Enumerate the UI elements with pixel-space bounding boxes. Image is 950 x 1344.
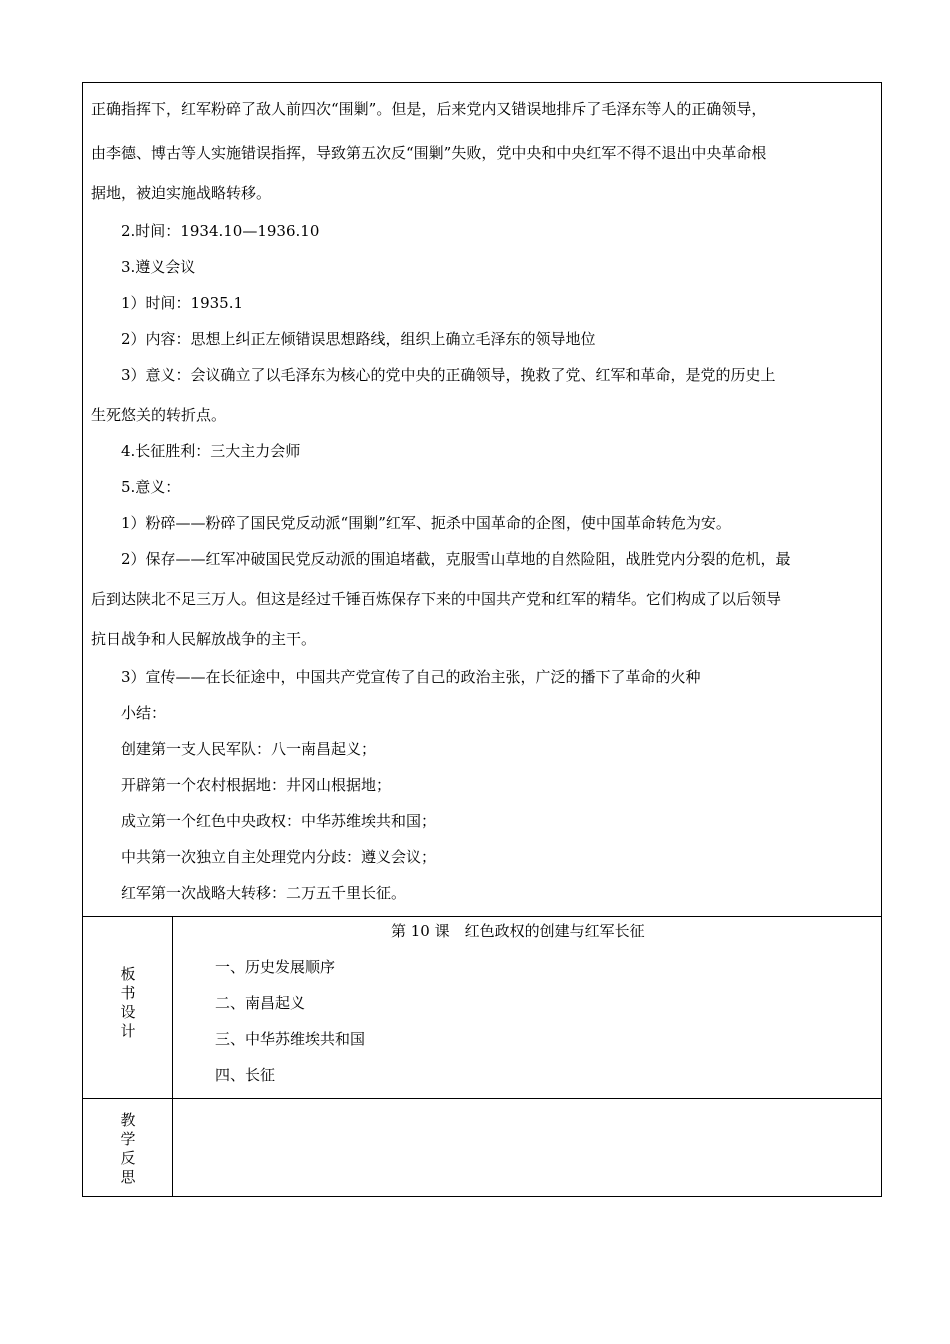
summary-item: 创建第一支人民军队：八一南昌起义； bbox=[121, 740, 377, 758]
summary-item: 成立第一个红色中央政权：中华苏维埃共和国； bbox=[121, 812, 437, 830]
body-line: 2）保存——红军冲破国民党反动派的围追堵截，克服雪山草地的自然险阻，战胜党内分裂的危机，最 bbox=[121, 550, 791, 568]
summary-item: 红军第一次战略大转移：二万五千里长征。 bbox=[121, 884, 407, 902]
body-line: 3）宣传——在长征途中，中国共产党宣传了自己的政治主张，广泛的播下了革命的火种 bbox=[121, 668, 701, 686]
summary-item: 开辟第一个农村根据地：井冈山根据地； bbox=[121, 776, 392, 794]
body-line: 正确指挥下，红军粉碎了敌人前四次“围剿”。但是，后来党内又错误地排斥了毛泽东等人的正确领导， bbox=[91, 100, 767, 118]
board-design-label: 板 书 设 计 bbox=[120, 965, 136, 1040]
board-design-item: 四、长征 bbox=[215, 1066, 276, 1084]
body-line: 5.意义： bbox=[121, 478, 181, 496]
summary-heading: 小结： bbox=[121, 704, 167, 722]
body-line: 后到达陕北不足三万人。但这是经过千锤百炼保存下来的中国共产党和红军的精华。它们构成了以后领导 bbox=[91, 590, 782, 608]
body-line: 抗日战争和人民解放战争的主干。 bbox=[91, 630, 317, 648]
teaching-reflection-label-cell bbox=[83, 1099, 173, 1196]
board-design-row bbox=[83, 917, 881, 1099]
body-line: 据地，被迫实施战略转移。 bbox=[91, 184, 272, 202]
teaching-reflection-row bbox=[83, 1099, 881, 1196]
board-design-label-cell bbox=[83, 917, 173, 1098]
lesson-plan-table bbox=[82, 82, 882, 1197]
body-line: 由李德、博古等人实施错误指挥，导致第五次反“围剿”失败，党中央和中央红军不得不退出中央革命根 bbox=[91, 144, 767, 162]
board-design-title: 第 10 课 红色政权的创建与红军长征 bbox=[391, 922, 645, 940]
body-line: 1）粉碎——粉碎了国民党反动派“围剿”红军、扼杀中国革命的企图，使中国革命转危为安。 bbox=[121, 514, 731, 532]
body-line: 1）时间：1935.1 bbox=[121, 294, 244, 312]
body-line: 2）内容：思想上纠正左倾错误思想路线，组织上确立毛泽东的领导地位 bbox=[121, 330, 596, 348]
teaching-reflection-label: 教 学 反 思 bbox=[120, 1111, 136, 1186]
body-line: 生死悠关的转折点。 bbox=[91, 406, 227, 424]
board-design-item: 三、中华苏维埃共和国 bbox=[215, 1030, 366, 1048]
body-line: 2.时间：1934.10—1936.10 bbox=[121, 222, 320, 240]
body-line: 3）意义：会议确立了以毛泽东为核心的党中央的正确领导，挽救了党、红军和革命，是党的历史上 bbox=[121, 366, 776, 384]
board-design-item: 一、历史发展顺序 bbox=[215, 958, 336, 976]
summary-item: 中共第一次独立自主处理党内分歧：遵义会议； bbox=[121, 848, 437, 866]
body-line: 3.遵义会议 bbox=[121, 258, 196, 276]
lesson-body-cell bbox=[83, 83, 881, 917]
board-design-item: 二、南昌起义 bbox=[215, 994, 306, 1012]
body-line: 4.长征胜利：三大主力会师 bbox=[121, 442, 301, 460]
